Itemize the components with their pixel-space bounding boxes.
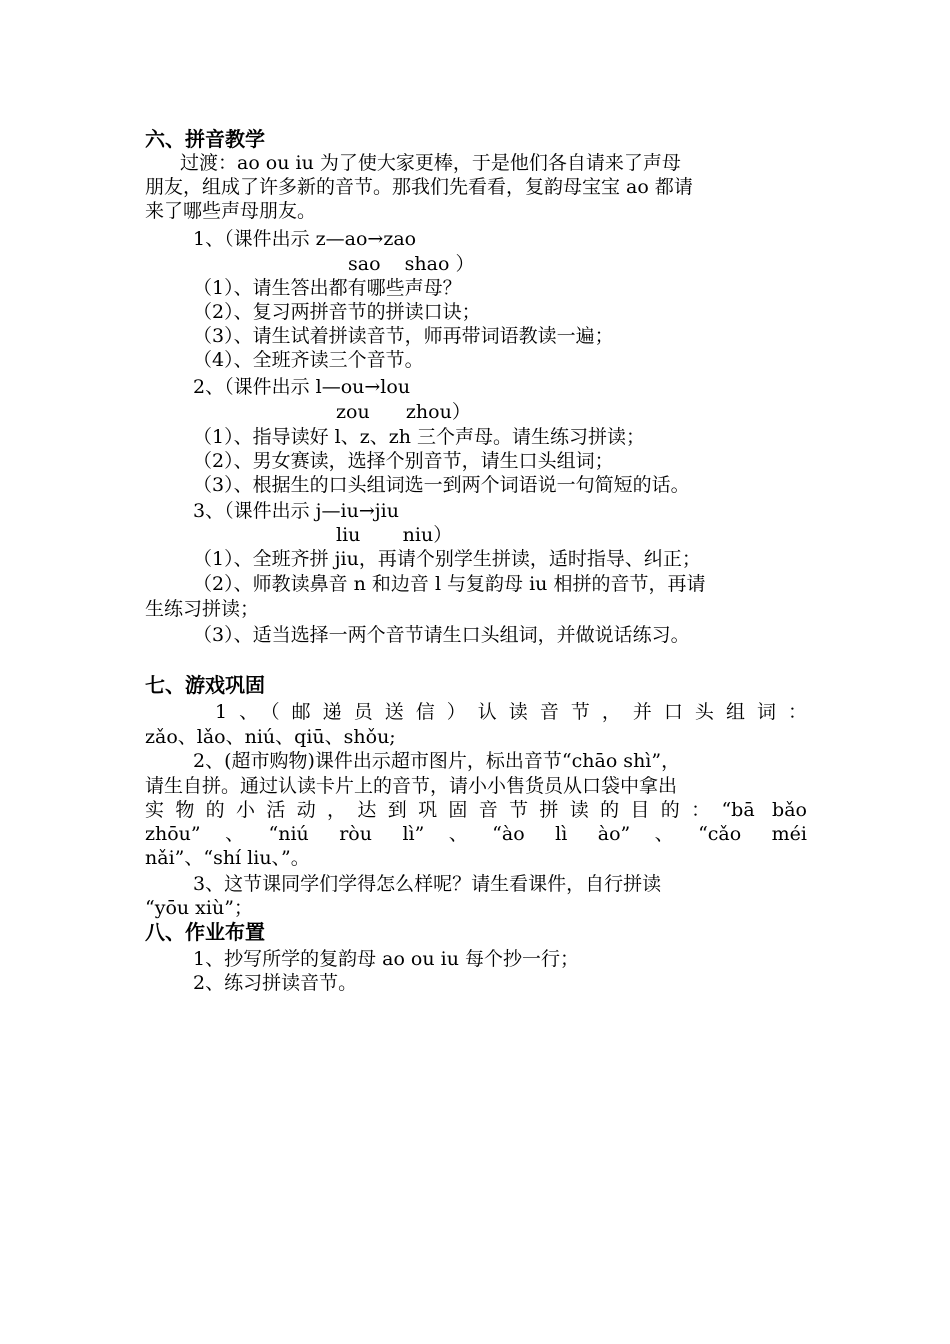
- section-heading-seven: 七、游戏巩固: [145, 673, 265, 697]
- game-2-line-3: 实物的小活动，达到巩固音节拼读的目的：“bā bǎo: [145, 799, 807, 821]
- group-3-syllables: liu niu）: [336, 524, 453, 546]
- intro-line-2: 朋友，组成了许多新的音节。那我们先看看，复韵母宝宝 ao 都请: [145, 176, 693, 198]
- group-1-item-3: （3）、请生试着拼读音节，师再带词语教读一遍；: [193, 325, 614, 347]
- group-3-item-2: （2）、师教读鼻音 n 和边音 l 与复韵母 iu 相拼的音节，再请: [193, 573, 706, 595]
- group-1-item-2: （2）、复习两拼音节的拼读口诀；: [193, 301, 481, 323]
- homework-item-2: 2、练习拼读音节。: [193, 972, 358, 994]
- group-3-title: 3、（课件出示 j—iu→jiu: [193, 500, 399, 522]
- section-heading-eight: 八、作业布置: [145, 920, 265, 944]
- game-3-line-2: “yōu xiù”；: [145, 897, 253, 919]
- group-3-item-1: （1）、全班齐拼 jiu，再请个别学生拼读，适时指导、纠正；: [193, 548, 701, 570]
- intro-line-3: 来了哪些声母朋友。: [145, 200, 317, 222]
- game-2-line-4: zhōu”、“niú ròu lì”、“ào lì ào”、“cǎo méi: [145, 823, 807, 845]
- group-2-item-2: （2）、男女赛读，选择个别音节，请生口头组词；: [193, 450, 614, 472]
- group-1-title: 1、（课件出示 z—ao→zao: [193, 228, 417, 250]
- game-2-line-5: nǎi”、“shí liu、”。: [145, 847, 310, 869]
- group-2-title: 2、（课件出示 l—ou→lou: [193, 376, 411, 398]
- game-2-line-2: 请生自拼。通过认读卡片上的音节，请小小售货员从口袋中拿出: [145, 775, 678, 797]
- group-3-item-3: （3）、适当选择一两个音节请生口头组词，并做说话练习。: [193, 624, 690, 646]
- intro-line-1: 过渡：ao ou iu 为了使大家更棒，于是他们各自请来了声母: [180, 152, 681, 174]
- group-1-syllables: sao shao ）: [348, 253, 475, 275]
- game-2-line-1: 2、(超市购物)课件出示超市图片，标出音节“chāo shì”，: [193, 750, 681, 772]
- group-2-syllables: zou zhou）: [336, 401, 471, 423]
- group-2-item-3: （3）、根据生的口头组词选一到两个词语说一句简短的话。: [193, 474, 690, 496]
- group-2-item-1: （1）、指导读好 l、z、zh 三个声母。请生练习拼读；: [193, 426, 646, 448]
- game-3-line-1: 3、这节课同学们学得怎么样呢？请生看课件，自行拼读: [193, 873, 662, 895]
- homework-item-1: 1、抄写所学的复韵母 ao ou iu 每个抄一行；: [193, 948, 580, 970]
- group-3-item-2-cont: 生练习拼读；: [145, 598, 260, 620]
- group-1-item-4: （4）、全班齐读三个音节。: [193, 349, 424, 371]
- game-1-line-2: zǎo、lǎo、niú、qiū、shǒu;: [145, 726, 396, 748]
- group-1-item-1: （1）、请生答出都有哪些声母？: [193, 277, 462, 299]
- game-1-line-1: 1、（邮递员送信）认读音节，并口头组词：: [215, 701, 807, 723]
- section-heading-six: 六、拼音教学: [145, 127, 265, 151]
